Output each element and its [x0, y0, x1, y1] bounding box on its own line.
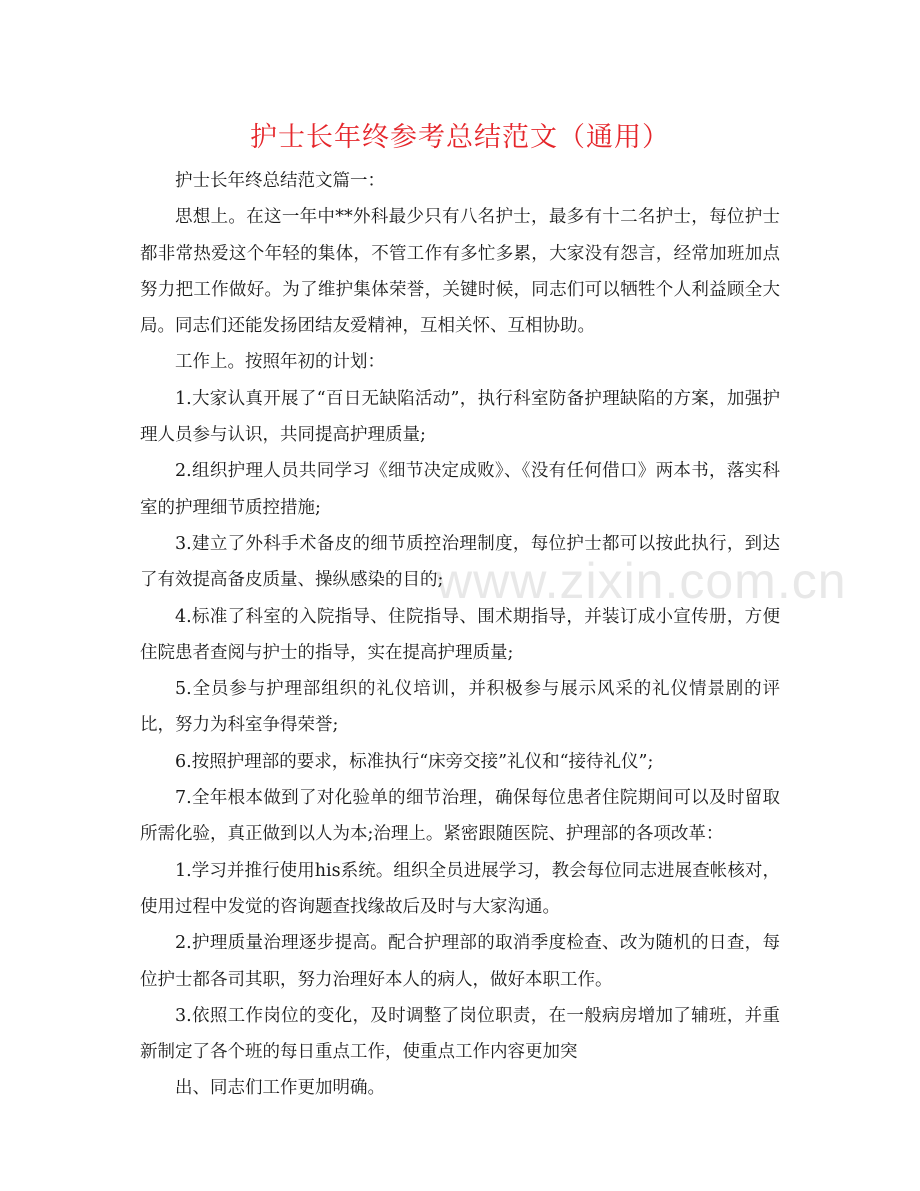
document-body: [140, 163, 780, 1107]
paragraph: 2.护理质量治理逐步提高。配合护理部的取消季度检查、改为随机的日查，每位护士都各司其职，努力治理好本人的病人，做好本职工作。: [140, 933, 780, 990]
paragraph: 2.组织护理人员共同学习《细节决定成败》、《没有任何借口》两本书，落实科室的护理细节质控措施;: [140, 461, 780, 518]
paragraph: 5.全员参与护理部组织的礼仪培训，并积极参与展示风采的礼仪情景剧的评比，努力为科室争得荣誉;: [140, 679, 780, 736]
watermark-text: www.zixin.com.cn: [436, 553, 847, 609]
paragraph: 7.全年根本做到了对化验单的细节治理，确保每位患者住院期间可以及时留取所需化验，真正做到以人为本;治理上。紧密跟随医院、护理部的各项改革：: [140, 788, 780, 845]
paragraph: 3.建立了外科手术备皮的细节质控治理制度，每位护士都可以按此执行，到达了有效提高备皮质量、操纵感染的目的;: [140, 533, 780, 591]
paragraph: 4.标准了科室的入院指导、住院指导、围术期指导，并装订成小宣传册，方便住院患者查阅与护士的指导，实在提高护理质量;: [140, 606, 780, 663]
document-title: 护士长年终参考总结范文（通用）: [250, 122, 670, 153]
paragraph: 1.学习并推行使用his系统。组织全员进展学习，教会每位同志进展查帐核对，使用过程中发觉的咨询题查找缘故后及时与大家沟通。: [140, 860, 780, 917]
paragraph: 护士长年终总结范文篇一：: [175, 171, 385, 191]
paragraph: 工作上。按照年初的计划：: [175, 352, 385, 373]
paragraph: 1.大家认真开展了“百日无缺陷活动”，执行科室防备护理缺陷的方案，加强护理人员参与认识，共同提高护理质量;: [140, 388, 780, 446]
paragraph: 思想上。在这一年中**外科最少只有八名护士，最多有十二名护士，每位护士都非常热爱这个年轻的集体，不管工作有多忙多累，大家没有怨言，经常加班加点努力把工作做好。为了维护集体荣誉，关键时候，同志们可以牺牲个人利益顾全大局。同志们还能发扬团结友爱精神，互相关怀、互相协助。: [140, 207, 780, 337]
paragraph: 3.依照工作岗位的变化，及时调整了岗位职责，在一般病房增加了辅班，并重新制定了各个班的每日重点工作，使重点工作内容更加突: [140, 1005, 780, 1063]
paragraph: 6.按照护理部的要求，标准执行“床旁交接”礼仪和“接待礼仪”;: [175, 751, 654, 772]
paragraph: 出、同志们工作更加明确。: [175, 1078, 385, 1099]
